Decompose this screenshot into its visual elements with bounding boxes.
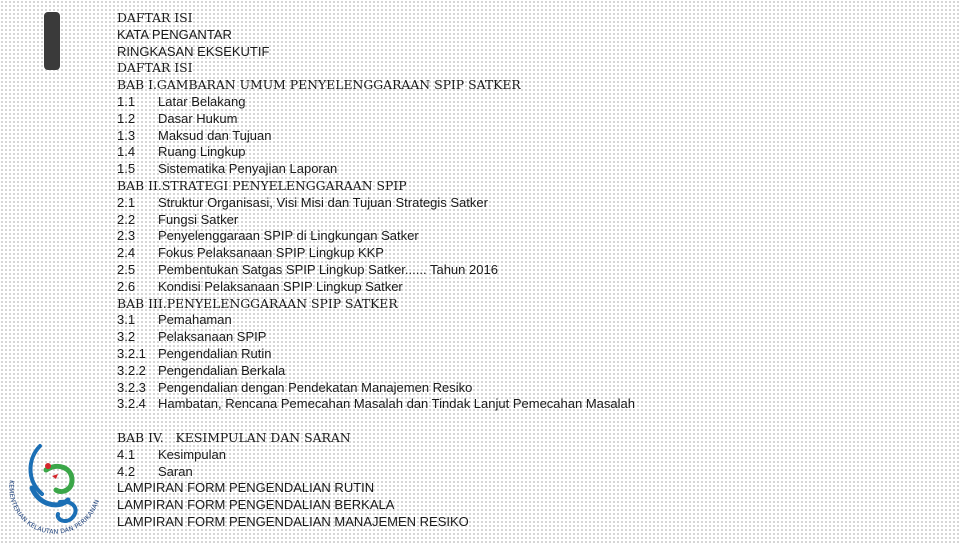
toc-front-ringkasan: RINGKASAN EKSEKUTIF	[117, 43, 270, 59]
toc-item: 2.5 Pembentukan Satgas SPIP Lingkup Satker...... Tahun 2016	[117, 261, 498, 277]
toc-item: 3.2 Pelaksanaan SPIP	[117, 329, 267, 345]
toc-item: 2.2 Fungsi Satker	[117, 211, 239, 227]
kkp-logo-graphic	[2, 440, 106, 540]
toc-item: 3.2.1 Pengendalian Rutin	[117, 345, 272, 361]
toc-item: 1.2 Dasar Hukum	[117, 110, 238, 126]
bab-4-title: BAB IV. KESIMPULAN DAN SARAN	[117, 429, 351, 445]
toc-item: 1.4 Ruang Lingkup	[117, 144, 246, 160]
lampiran-rutin: LAMPIRAN FORM PENGENDALIAN RUTIN	[117, 480, 375, 496]
lampiran-berkala: LAMPIRAN FORM PENGENDALIAN BERKALA	[117, 497, 395, 513]
toc-item: 2.1 Struktur Organisasi, Visi Misi dan Tujuan Strategis Satker	[117, 194, 488, 210]
bab-1-title: BAB I.GAMBARAN UMUM PENYELENGGARAAN SPIP SATKER	[117, 77, 521, 93]
toc-item: 3.2.4 Hambatan, Rencana Pemecahan Masalah dan Tindak Lanjut Pemecahan Masalah	[117, 396, 635, 412]
toc-item: 2.4 Fokus Pelaksanaan SPIP Lingkup KKP	[117, 245, 384, 261]
toc-item: 1.5 Sistematika Penyajian Laporan	[117, 161, 338, 177]
accent-bar	[44, 12, 60, 70]
lampiran-manajemen-resiko: LAMPIRAN FORM PENGENDALIAN MANAJEMEN RESIKO	[117, 513, 469, 529]
toc-item: 2.3 Penyelenggaraan SPIP di Lingkungan Satker	[117, 228, 419, 244]
toc-front-daftar-isi-2: DAFTAR ISI	[117, 60, 193, 76]
toc-item: 4.1 Kesimpulan	[117, 446, 226, 462]
table-of-contents	[117, 10, 737, 531]
bab-3-title: BAB III.PENYELENGGARAAN SPIP SATKER	[117, 295, 398, 311]
toc-item: 2.6 Kondisi Pelaksanaan SPIP Lingkup Satker	[117, 278, 403, 294]
kkp-logo	[2, 440, 106, 540]
svg-text:KEMENTERIAN KELAUTAN DAN PERIK	[7, 480, 101, 536]
toc-item: 3.1 Pemahaman	[117, 312, 232, 328]
spacer	[117, 413, 737, 430]
toc-item: 1.3 Maksud dan Tujuan	[117, 127, 272, 143]
toc-front-kata-pengantar: KATA PENGANTAR	[117, 26, 232, 42]
toc-front-daftar-isi: DAFTAR ISI	[117, 10, 193, 25]
toc-item: 4.2 Saran	[117, 463, 193, 479]
toc-item: 1.1 Latar Belakang	[117, 93, 246, 109]
bab-2-title: BAB II.STRATEGI PENYELENGGARAAN SPIP	[117, 177, 407, 193]
logo-text: KEMENTERIAN KELAUTAN DAN PERIKANAN	[7, 479, 101, 536]
toc-item: 3.2.2 Pengendalian Berkala	[117, 362, 286, 378]
toc-item: 3.2.3 Pengendalian dengan Pendekatan Manajemen Resiko	[117, 379, 473, 395]
